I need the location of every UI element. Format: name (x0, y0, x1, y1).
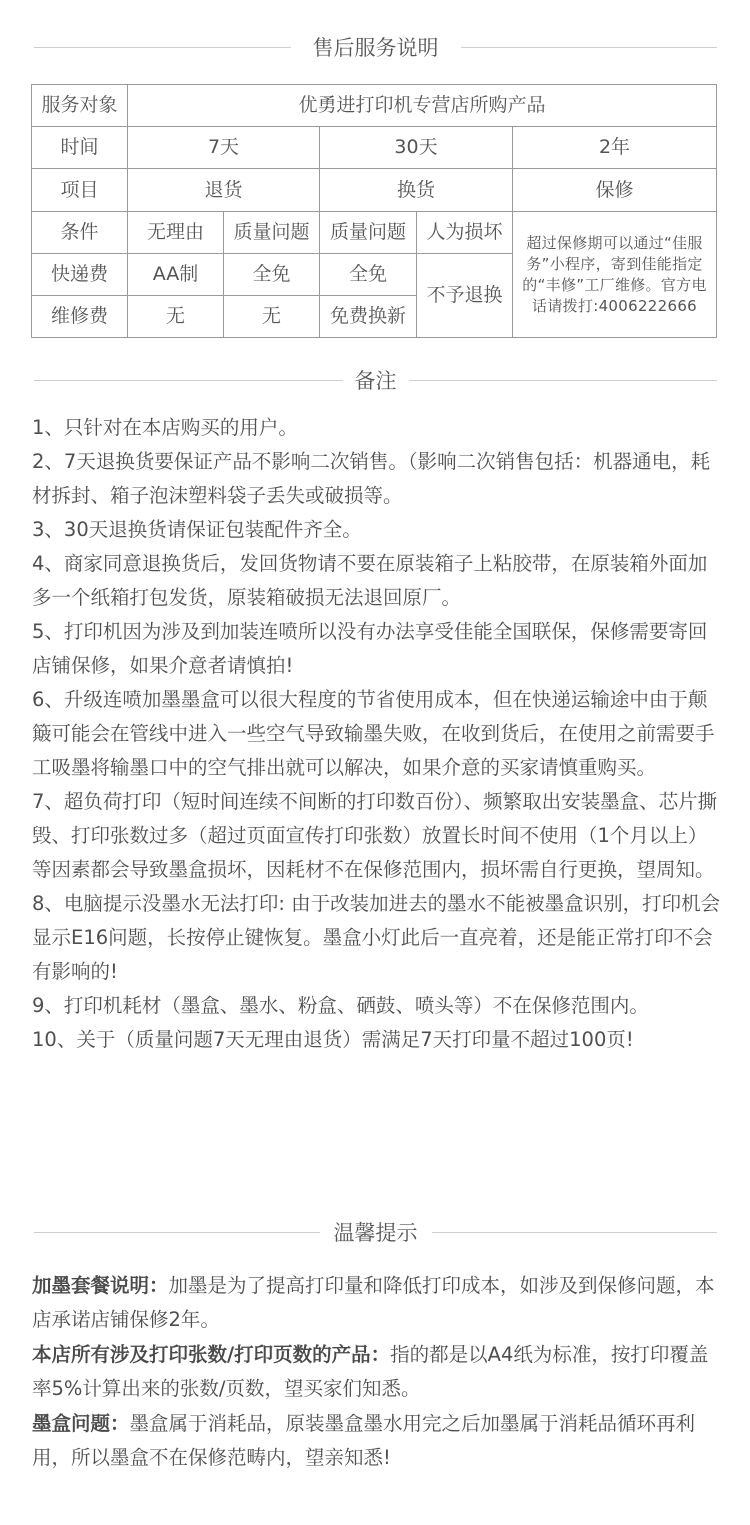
note-item: 5、打印机因为涉及到加装连喷所以没有办法享受佳能全国联保，保修需要寄回店铺保修，如果介意者请慎拍! (32, 620, 708, 677)
note-item: 9、打印机耗材（墨盒、墨水、粉盒、硒鼓、喷头等）不在保修范围内。 (32, 994, 649, 1017)
time-warranty: 2年 (513, 127, 717, 169)
row-label-time: 时间 (32, 127, 128, 169)
tip-label: 本店所有涉及打印张数/打印页数的产品： (32, 1343, 391, 1366)
repair-no-reason: 无 (128, 296, 224, 338)
service-table (31, 84, 717, 338)
table-row-service-target (32, 85, 717, 127)
note-item: 1、只针对在本店购买的用户。 (32, 416, 298, 439)
note-item: 6、升级连喷加墨墨盒可以很大程度的节省使用成本，但在快递运输途中由于颠簸可能会在管线中进入一些空气导致输墨失败，在收到货后，在使用之前需要手工吸墨将输墨口中的空气排出就可以解决，如果介意的买家请慎重购买。 (32, 688, 715, 779)
divider-line (34, 380, 343, 381)
time-return: 7天 (128, 127, 320, 169)
condition-human-damage: 人为损坏 (417, 212, 513, 254)
condition-quality-exchange: 质量问题 (320, 212, 417, 254)
tip-item (32, 1269, 724, 1337)
tip-text: 指的都是以A4纸为标准，按打印覆盖率5%计算出来的张数/页数，望买家们知悉。 (32, 1343, 709, 1400)
divider-line (461, 47, 718, 48)
note-item: 8、电脑提示没墨水无法打印: 由于改装加进去的墨水不能被墨盒识别，打印机会显示E16问题，长按停止键恢复。墨盒小灯此后一直亮着，还是能正常打印不会有影响的! (32, 892, 721, 983)
table-row-condition (32, 212, 717, 254)
divider-line (409, 380, 718, 381)
row-label-item: 项目 (32, 169, 128, 212)
note-item: 7、超负荷打印（短时间连续不间断的打印数百份）、频繁取出安装墨盒、芯片撕毁、打印张数过多（超过页面宣传打印张数）放置长时间不使用（1个月以上）等因素都会导致墨盒损坏，因耗材不在保修范围内，损坏需自行更换，望周知。 (32, 790, 718, 881)
service-section-title: 售后服务说明 (312, 36, 439, 60)
tips-section-header (34, 1215, 717, 1249)
table-row-time (32, 127, 717, 169)
note-item: 10、关于（质量问题7天无理由退货）需满足7天打印量不超过100页! (32, 1028, 634, 1051)
tip-label: 墨盒问题： (32, 1412, 130, 1435)
item-exchange: 换货 (320, 169, 513, 212)
tip-text: 墨盒属于消耗品，原装墨盒墨水用完之后加墨属于消耗品循环再利用，所以墨盒不在保修范畴内，望亲知悉! (32, 1412, 696, 1469)
condition-quality-return: 质量问题 (224, 212, 320, 254)
tip-item (32, 1338, 724, 1406)
tip-label: 加墨套餐说明： (32, 1274, 169, 1297)
notes-section-title: 备注 (354, 369, 397, 393)
divider-line (34, 47, 291, 48)
note-item: 4、商家同意退换货后，发回货物请不要在原装箱子上粘胶带，在原装箱外面加多一个纸箱打包发货，原装箱破损无法退回原厂。 (32, 552, 708, 609)
row-label-service-target: 服务对象 (32, 85, 128, 127)
service-section-header (34, 30, 717, 64)
shipping-quality-exchange: 全免 (320, 254, 417, 296)
tip-text: 加墨是为了提高打印量和降低打印成本，如涉及到保修问题，本店承诺店铺保修2年。 (32, 1274, 715, 1331)
table-row-item (32, 169, 717, 212)
divider-line (34, 1232, 320, 1233)
repair-quality-return: 无 (224, 296, 320, 338)
time-exchange: 30天 (320, 127, 513, 169)
tip-item (32, 1407, 724, 1475)
item-return: 退货 (128, 169, 320, 212)
row-label-shipping: 快递费 (32, 254, 128, 296)
notes-section-header (34, 363, 717, 397)
shipping-no-reason: AA制 (128, 254, 224, 296)
row-label-repair: 维修费 (32, 296, 128, 338)
divider-line (432, 1232, 718, 1233)
note-item: 2、7天退换货要保证产品不影响二次销售。（影响二次销售包括：机器通电，耗材拆封、箱子泡沫塑料袋子丢失或破损等。 (32, 450, 711, 507)
note-item: 3、30天退换货请保证包装配件齐全。 (32, 518, 362, 541)
condition-no-reason: 无理由 (128, 212, 224, 254)
shipping-quality-return: 全免 (224, 254, 320, 296)
service-target-value: 优勇进打印机专营店所购产品 (128, 85, 717, 127)
tips-list (32, 1269, 724, 1476)
item-warranty: 保修 (513, 169, 717, 212)
no-return-exchange: 不予退换 (417, 254, 513, 338)
tips-section-title: 温馨提示 (333, 1221, 418, 1245)
row-label-condition: 条件 (32, 212, 128, 254)
notes-list (32, 411, 724, 1057)
repair-quality-exchange: 免费换新 (320, 296, 417, 338)
warranty-note: 超过保修期可以通过“佳服务”小程序，寄到佳能指定的“丰修”工厂维修。官方电话请拨打:4006222666 (513, 212, 717, 338)
